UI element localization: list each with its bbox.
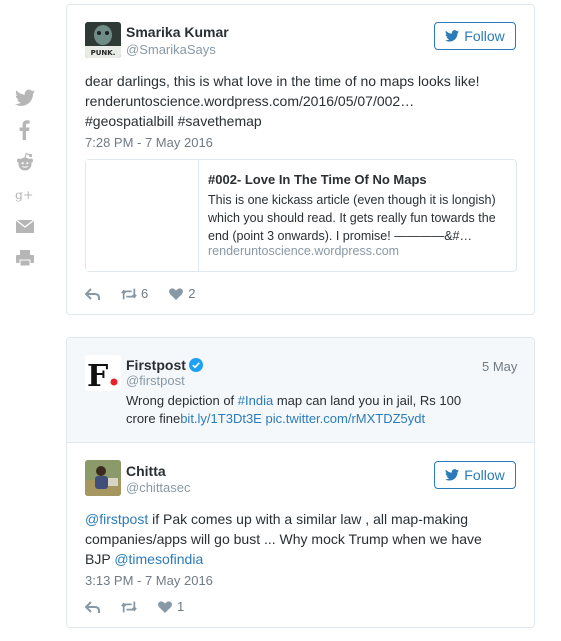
follow-label: Follow xyxy=(464,28,505,44)
quoted-pic-link[interactable]: pic.twitter.com/rMXTDZ5ydt xyxy=(265,411,426,426)
quoted-text xyxy=(126,392,486,428)
retweet-button[interactable] xyxy=(121,600,137,614)
quoted-link[interactable]: bit.ly/1T3Dt3E xyxy=(180,411,262,426)
follow-button[interactable] xyxy=(434,22,516,50)
user-handle[interactable]: @SmarikaSays xyxy=(126,42,216,57)
link-preview-thumbnail xyxy=(86,160,199,271)
link-preview-title: #002- Love In The Time Of No Maps xyxy=(208,172,427,187)
link-preview-domain: renderuntoscience.wordpress.com xyxy=(208,244,400,258)
facebook-icon[interactable] xyxy=(15,120,35,140)
avatar[interactable] xyxy=(85,22,121,58)
quoted-hashtag[interactable]: #India xyxy=(237,393,274,408)
retweet-button[interactable] xyxy=(121,286,148,301)
twitter-icon[interactable] xyxy=(15,88,35,108)
share-sidebar xyxy=(15,88,39,280)
reply-icon xyxy=(85,600,101,614)
tweet-actions xyxy=(85,599,204,614)
reply-icon xyxy=(85,287,101,301)
retweet-icon xyxy=(121,600,137,614)
like-count: 2 xyxy=(188,286,196,301)
link-preview-card[interactable] xyxy=(85,159,517,272)
user-name[interactable]: Smarika Kumar xyxy=(126,24,229,40)
heart-icon xyxy=(168,287,184,301)
retweet-count: 6 xyxy=(141,286,149,301)
like-button[interactable] xyxy=(168,286,195,301)
quoted-text-part: map can land you in jail, Rs 100 crore fine xyxy=(126,393,462,426)
twitter-bird-icon xyxy=(445,30,459,42)
tweet-card xyxy=(66,337,535,628)
email-icon[interactable] xyxy=(15,216,35,236)
tweet-timestamp[interactable]: 7:28 PM - 7 May 2016 xyxy=(85,135,213,150)
quoted-user-handle[interactable]: @firstpost xyxy=(126,373,185,388)
retweet-icon xyxy=(121,287,137,301)
verified-icon xyxy=(189,358,203,372)
quoted-tweet[interactable] xyxy=(67,338,534,443)
svg-text:F: F xyxy=(87,359,109,391)
avatar[interactable] xyxy=(85,460,121,496)
quoted-text-part: Wrong depiction of xyxy=(126,393,238,408)
quoted-date[interactable]: 5 May xyxy=(482,359,518,374)
tweet-link[interactable]: renderuntoscience.wordpress.com/2016/05/07/002… xyxy=(85,93,415,109)
print-icon[interactable] xyxy=(15,248,35,268)
mention-link[interactable]: @timesofindia xyxy=(114,551,204,567)
reply-button[interactable] xyxy=(85,287,101,301)
reddit-icon[interactable] xyxy=(15,152,35,172)
user-name[interactable]: Chitta xyxy=(126,463,166,479)
user-handle[interactable]: @chittasec xyxy=(126,480,191,495)
tweet-card xyxy=(66,4,535,315)
tweet-timestamp[interactable]: 3:13 PM - 7 May 2016 xyxy=(85,573,213,588)
tweet-hashtags[interactable]: #geospatialbill #savethemap xyxy=(85,113,262,129)
follow-button[interactable] xyxy=(434,461,516,489)
mention-link[interactable]: @firstpost xyxy=(85,511,149,527)
svg-text:g+: g+ xyxy=(15,187,34,202)
avatar-label: PUNK. xyxy=(90,49,116,57)
like-count: 1 xyxy=(177,599,185,614)
tweet-actions xyxy=(85,286,215,301)
like-button[interactable] xyxy=(157,599,184,614)
quoted-avatar[interactable] xyxy=(85,355,121,391)
follow-label: Follow xyxy=(464,467,505,483)
reply-button[interactable] xyxy=(85,600,101,614)
quoted-user-row[interactable] xyxy=(126,357,203,373)
tweet-text: dear darlings, this is what love in the time of no maps looks like! xyxy=(85,73,480,89)
tweet-text-part: if Pak comes up with a similar law , all map-making companies/apps will go bust ... Why mock Trump when we have BJP xyxy=(85,511,482,567)
link-preview-description: This is one kickass article (even though it is longish) which you should read. It gets really fun towards the end (point 3 onwards). I promise! ————&#… xyxy=(208,193,496,243)
google-plus-icon[interactable] xyxy=(15,184,35,204)
tweet-text xyxy=(85,509,505,569)
quoted-user-name: Firstpost xyxy=(126,357,186,373)
heart-icon xyxy=(157,600,173,614)
twitter-bird-icon xyxy=(445,469,459,481)
